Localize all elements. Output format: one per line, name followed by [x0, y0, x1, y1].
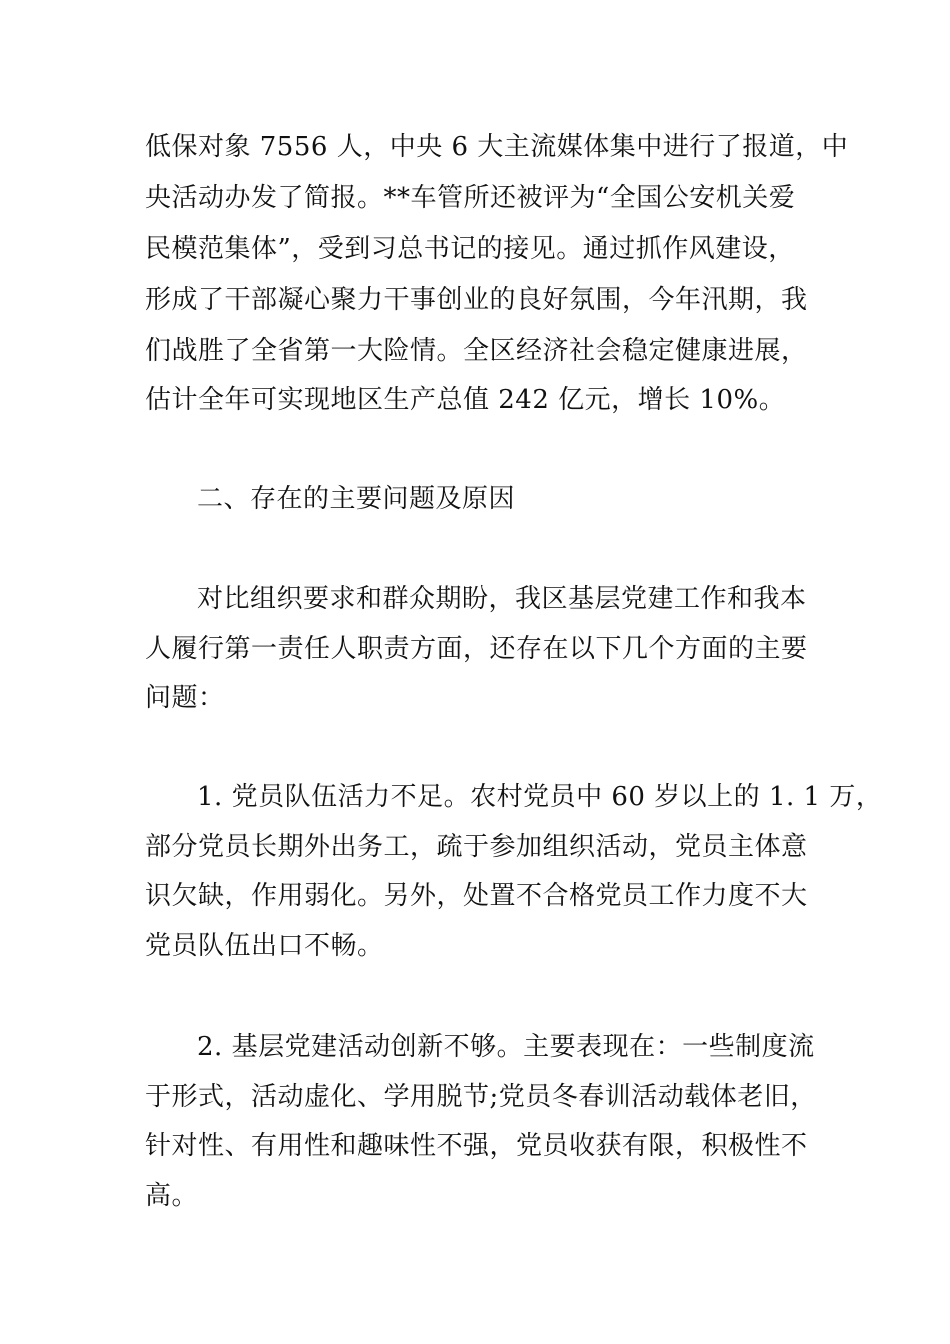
paragraph-1-line-3: 民模范集体”，受到习总书记的接见。通过抓作风建设， [145, 234, 795, 264]
paragraph-1-line-5: 们战胜了全省第一大险情。全区经济社会稳定健康进展， [145, 336, 808, 366]
paragraph-1-line-6: 估计全年可实现地区生产总值 242 亿元，增长 10%。 [145, 385, 786, 415]
paragraph-1-line-1: 低保对象 7556 人，中央 6 大主流媒体集中进行了报道，中 [145, 132, 849, 162]
paragraph-2-line-3: 问题： [145, 683, 225, 713]
section-heading: 二、存在的主要问题及原因 [197, 484, 516, 514]
item-2-line-4: 高。 [145, 1181, 199, 1211]
item-1-line-1: 1. 党员队伍活力不足。农村党员中 60 岁以上的 1. 1 万， [197, 782, 883, 812]
item-1-line-2: 部分党员长期外出务工，疏于参加组织活动，党员主体意 [145, 832, 808, 862]
item-1-line-4: 党员队伍出口不畅。 [145, 931, 384, 961]
item-2-line-3: 针对性、有用性和趣味性不强，党员收获有限，积极性不 [145, 1131, 808, 1161]
paragraph-1-line-2: 央活动办发了简报。**车管所还被评为“全国公安机关爱 [145, 183, 796, 213]
item-2-line-2: 于形式，活动虚化、学用脱节;党员冬春训活动载体老旧， [145, 1082, 817, 1112]
paragraph-2-line-2: 人履行第一责任人职责方面，还存在以下几个方面的主要 [145, 634, 808, 664]
paragraph-1-line-4: 形成了干部凝心聚力干事创业的良好氛围，今年汛期，我 [145, 285, 808, 315]
item-1-line-3: 识欠缺，作用弱化。另外，处置不合格党员工作力度不大 [145, 881, 808, 911]
item-2-line-1: 2. 基层党建活动创新不够。主要表现在：一些制度流 [197, 1032, 815, 1062]
paragraph-2-line-1: 对比组织要求和群众期盼，我区基层党建工作和我本 [197, 584, 807, 614]
